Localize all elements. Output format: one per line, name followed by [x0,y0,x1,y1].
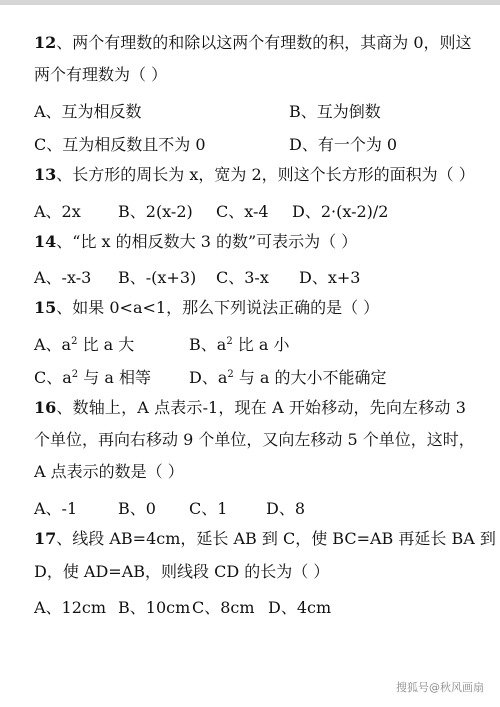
q12-option-a: A、互为相反数 [34,102,142,121]
q16-stem-line1 [34,398,466,418]
top-edge [0,0,500,5]
q12-text: 、两个有理数的和除以这两个有理数的积，其商为 0，则这 [56,33,472,52]
q13-option-d: D、2·(x-2)/2 [292,202,389,221]
q15-option-d: D、$a^2$ 与 a 的大小不能确定 [189,368,387,387]
q17-number: 17 [34,529,57,548]
q14-option-a: A、-x-3 [34,268,92,287]
q16-option-b: B、0 [118,499,156,518]
q14-stem [34,232,357,252]
q14-text: 、“比 x 的相反数大 3 的数”可表示为（ ） [56,232,358,251]
q17-stem-line1 [34,529,496,549]
q13-stem [34,165,475,185]
q12-stem-line1 [34,33,472,53]
q15-option-c: C、$a^2$ 与 a 相等 [34,368,151,387]
q16-stem-line3: A 点表示的数是（ ） [34,462,184,481]
q17-option-b: B、10cm [118,598,191,617]
q13-option-b: B、2(x-2) [118,202,193,221]
q13-option-c: C、x-4 [216,202,269,221]
q15-number: 15 [34,298,57,317]
q17-stem-line2: D，使 AD=AB，则线段 CD 的长为（ ） [34,562,330,581]
q12-stem-line2: 两个有理数为（ ） [34,65,168,84]
q12-option-d: D、有一个为 0 [289,135,398,154]
q16-option-d: D、8 [266,499,306,518]
q13-number: 13 [34,165,57,184]
q14-option-b: B、-(x+3) [118,268,197,287]
q16-number: 16 [34,398,57,417]
q17-text: 、线段 AB=4cm，延长 AB 到 C，使 BC=AB 再延长 BA 到 [56,529,496,548]
q15-text: 、如果 0<a<1，那么下列说法正确的是（ ） [56,298,380,317]
q14-option-c: C、3-x [216,268,269,287]
q12-option-b: B、互为倒数 [289,102,381,121]
q16-option-a: A、-1 [34,499,78,518]
q13-option-a: A、2x [34,202,81,221]
q12-number: 12 [34,33,57,52]
q14-option-d: D、x+3 [299,268,361,287]
q12-option-c: C、互为相反数且不为 0 [34,135,206,154]
q13-text: 、长方形的周长为 x，宽为 2，则这个长方形的面积为（ ） [56,165,475,184]
q16-stem-line2: 个单位，再向右移动 9 个单位，又向左移动 5 个单位，这时， [34,430,475,449]
q14-number: 14 [34,232,57,251]
q17-option-c: C、8cm [192,598,255,617]
q15-option-a: A、$a^2$ 比 a 大 [34,335,135,354]
q15-stem [34,298,379,318]
q16-text: 、数轴上，A 点表示-1，现在 A 开始移动，先向左移动 3 [56,398,466,417]
q17-option-a: A、12cm [34,598,107,617]
q15-option-b: B、$a^2$ 比 a 小 [189,335,290,354]
q17-option-d: D、4cm [268,598,332,617]
q16-option-c: C、1 [189,499,228,518]
watermark: 搜狐号@秋风画扇 [396,681,484,694]
